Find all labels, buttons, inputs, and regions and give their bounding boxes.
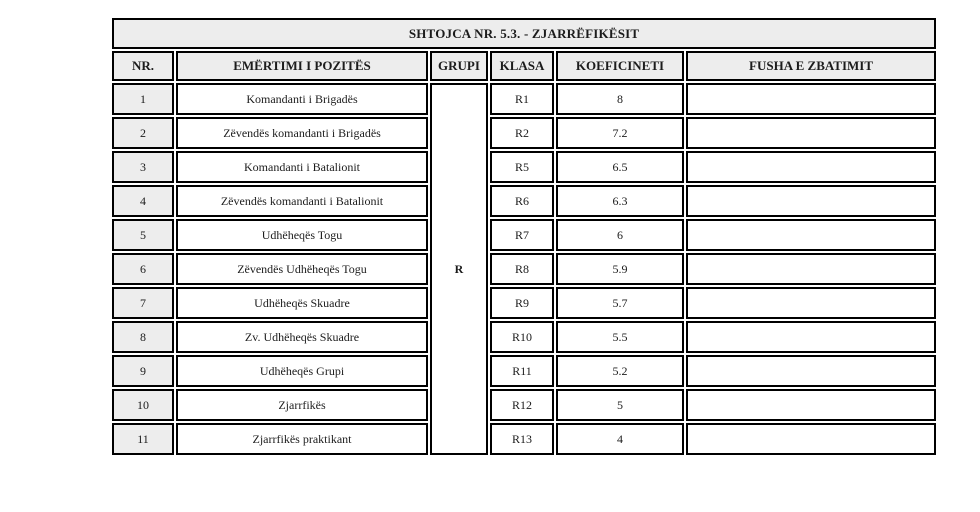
cell-koeficineti: 5.7 [556, 287, 684, 319]
cell-klasa: R11 [490, 355, 554, 387]
table-row [112, 185, 936, 217]
cell-pozita: Udhëheqës Skuadre [176, 287, 428, 319]
cell-nr: 9 [112, 355, 174, 387]
column-header-klasa: KLASA [490, 51, 554, 81]
cell-koeficineti: 5 [556, 389, 684, 421]
cell-klasa: R7 [490, 219, 554, 251]
cell-koeficineti: 5.2 [556, 355, 684, 387]
column-header-fusha: FUSHA E ZBATIMIT [686, 51, 936, 81]
cell-klasa: R2 [490, 117, 554, 149]
cell-grupi-merged: R [430, 83, 488, 455]
cell-pozita: Zëvendës komandanti i Batalionit [176, 185, 428, 217]
cell-nr: 11 [112, 423, 174, 455]
cell-klasa: R12 [490, 389, 554, 421]
cell-fusha [686, 117, 936, 149]
cell-koeficineti: 5.5 [556, 321, 684, 353]
cell-nr: 8 [112, 321, 174, 353]
column-header-koeficineti: KOEFICINETI [556, 51, 684, 81]
table-row [112, 287, 936, 319]
title-row [112, 18, 936, 49]
table-row [112, 117, 936, 149]
table-row [112, 321, 936, 353]
cell-klasa: R1 [490, 83, 554, 115]
table-row [112, 151, 936, 183]
cell-klasa: R10 [490, 321, 554, 353]
cell-pozita: Udhëheqës Grupi [176, 355, 428, 387]
cell-fusha [686, 253, 936, 285]
cell-nr: 7 [112, 287, 174, 319]
cell-pozita: Komandanti i Batalionit [176, 151, 428, 183]
cell-nr: 3 [112, 151, 174, 183]
header-row [112, 51, 936, 81]
cell-koeficineti: 6 [556, 219, 684, 251]
cell-nr: 1 [112, 83, 174, 115]
cell-klasa: R9 [490, 287, 554, 319]
cell-fusha [686, 151, 936, 183]
cell-pozita: Zëvendës komandanti i Brigadës [176, 117, 428, 149]
cell-klasa: R5 [490, 151, 554, 183]
column-header-grupi: GRUPI [430, 51, 488, 81]
cell-nr: 2 [112, 117, 174, 149]
cell-fusha [686, 219, 936, 251]
cell-koeficineti: 4 [556, 423, 684, 455]
cell-fusha [686, 83, 936, 115]
cell-fusha [686, 185, 936, 217]
cell-koeficineti: 6.5 [556, 151, 684, 183]
cell-fusha [686, 423, 936, 455]
cell-nr: 5 [112, 219, 174, 251]
cell-fusha [686, 321, 936, 353]
cell-pozita: Zjarrfikës [176, 389, 428, 421]
table-row [112, 389, 936, 421]
table-row [112, 423, 936, 455]
table-row [112, 83, 936, 115]
cell-nr: 6 [112, 253, 174, 285]
cell-nr: 4 [112, 185, 174, 217]
cell-koeficineti: 7.2 [556, 117, 684, 149]
positions-table [110, 16, 938, 457]
cell-klasa: R6 [490, 185, 554, 217]
cell-pozita: Zv. Udhëheqës Skuadre [176, 321, 428, 353]
cell-klasa: R13 [490, 423, 554, 455]
cell-koeficineti: 6.3 [556, 185, 684, 217]
cell-fusha [686, 287, 936, 319]
table-title: SHTOJCA NR. 5.3. - ZJARRËFIKËSIT [112, 18, 936, 49]
cell-pozita: Zjarrfikës praktikant [176, 423, 428, 455]
cell-pozita: Komandanti i Brigadës [176, 83, 428, 115]
cell-fusha [686, 355, 936, 387]
cell-fusha [686, 389, 936, 421]
cell-pozita: Zëvendës Udhëheqës Togu [176, 253, 428, 285]
cell-klasa: R8 [490, 253, 554, 285]
column-header-nr: NR. [112, 51, 174, 81]
cell-koeficineti: 8 [556, 83, 684, 115]
cell-pozita: Udhëheqës Togu [176, 219, 428, 251]
column-header-emertimi: EMËRTIMI I POZITËS [176, 51, 428, 81]
cell-koeficineti: 5.9 [556, 253, 684, 285]
table-row [112, 219, 936, 251]
cell-nr: 10 [112, 389, 174, 421]
table-row [112, 253, 936, 285]
table-row [112, 355, 936, 387]
